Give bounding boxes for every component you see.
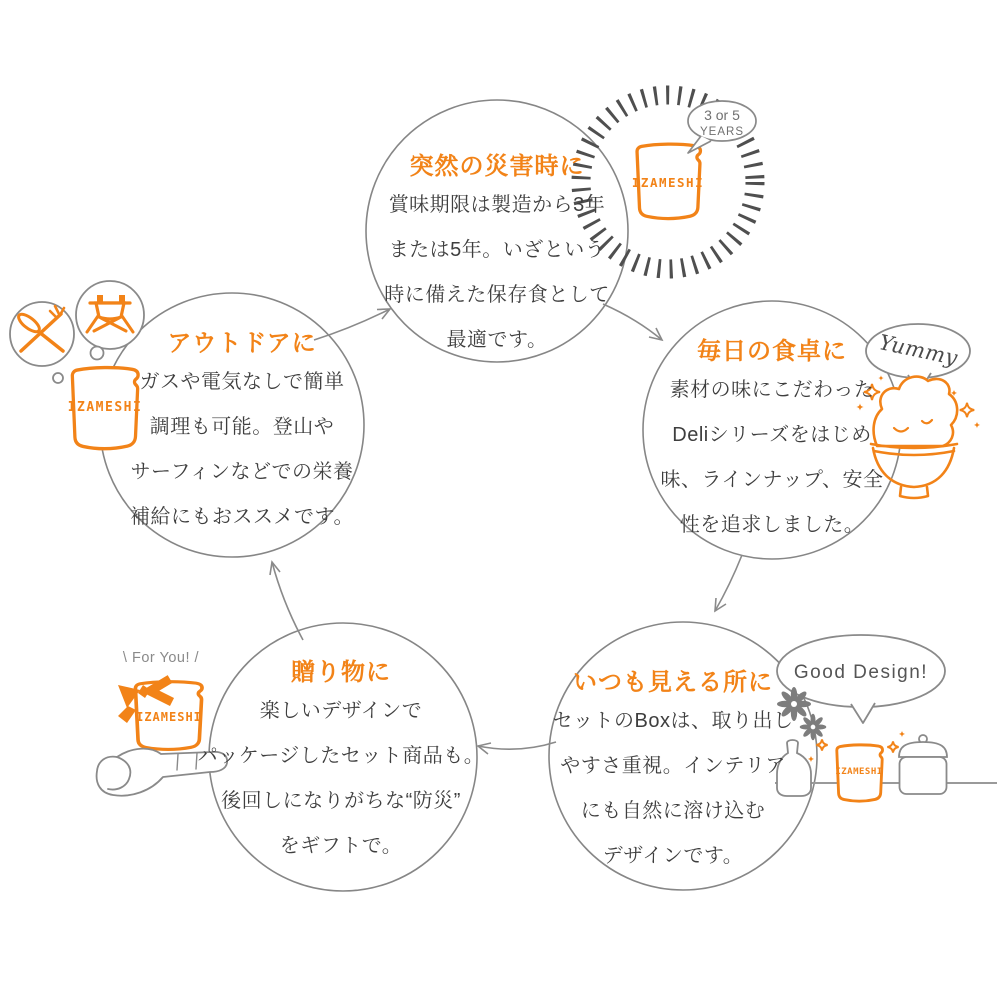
shelf-can-brand: IZAMESHI <box>835 767 883 777</box>
section-line: 賞味期限は製造から3年 <box>388 194 606 216</box>
section-line: サーフィンなどでの栄養 <box>130 461 354 483</box>
gift-can-brand: IZAMESHI <box>136 710 202 724</box>
section-line: 素材の味にこだわった <box>669 379 875 401</box>
years-line1: 3 or 5 <box>704 107 740 123</box>
section-title-gift: 贈り物に <box>290 659 391 686</box>
section-line: 調理も可能。登山や <box>149 416 335 438</box>
disaster-can-brand: IZAMESHI <box>631 175 705 190</box>
usage-section-visible <box>553 667 794 879</box>
good-design-label: Good Design! <box>793 662 929 683</box>
section-title-outdoor: アウトドアに <box>167 330 317 357</box>
arrow-disaster-to-daily <box>603 304 662 340</box>
section-line: 補給にもおススメです。 <box>130 506 354 528</box>
rice-bowl-icon <box>871 377 957 498</box>
usage-section-outdoor <box>130 328 354 540</box>
outdoor-can-brand: IZAMESHI <box>67 400 143 415</box>
section-title-disaster: 突然の災害時に <box>409 153 585 180</box>
section-line: または5年。いざという <box>388 239 606 261</box>
for-you-label: \ For You! / <box>122 650 200 666</box>
outdoor-icon <box>10 281 144 449</box>
usage-section-daily <box>661 336 884 548</box>
arrow-daily-to-visible <box>715 555 742 611</box>
years-line2: YEARS <box>700 126 744 138</box>
section-title-daily: 毎日の食卓に <box>697 338 847 365</box>
yummy-label: Yummy <box>876 330 960 371</box>
section-line: やすさ重視。インテリア <box>560 755 786 777</box>
section-line: をギフトで。 <box>279 835 403 857</box>
thought-dot-small <box>53 373 63 383</box>
section-line: パッケージしたセット商品も。 <box>197 745 485 767</box>
section-line: 楽しいデザインで <box>259 700 423 722</box>
usage-section-gift <box>198 657 485 869</box>
section-line: 時に備えた保存食として <box>384 284 610 306</box>
thought-dot-large <box>91 347 104 360</box>
section-title-visible: いつも見える所に <box>573 669 773 696</box>
section-line: ガスや電気なしで簡単 <box>139 371 345 393</box>
arrow-gift-to-outdoor <box>270 562 303 640</box>
section-line: デザインです。 <box>602 845 744 867</box>
section-line: 味、ラインナップ、安全 <box>660 469 884 491</box>
section-line: セットのBoxは、取り出し <box>552 710 794 732</box>
usage-section-disaster <box>384 151 610 363</box>
jar-icon <box>899 735 947 794</box>
visible-icon <box>775 635 997 801</box>
section-line: にも自然に溶け込む <box>580 800 766 822</box>
arrow-visible-to-gift <box>478 742 556 754</box>
section-line: 最適です。 <box>446 329 548 351</box>
section-line: Deliシリーズをはじめ <box>672 424 872 446</box>
years-speech-bubble <box>688 101 756 153</box>
section-line: 性を追求しました。 <box>679 514 865 536</box>
section-line: 後回しになりがちな“防災” <box>221 790 461 812</box>
